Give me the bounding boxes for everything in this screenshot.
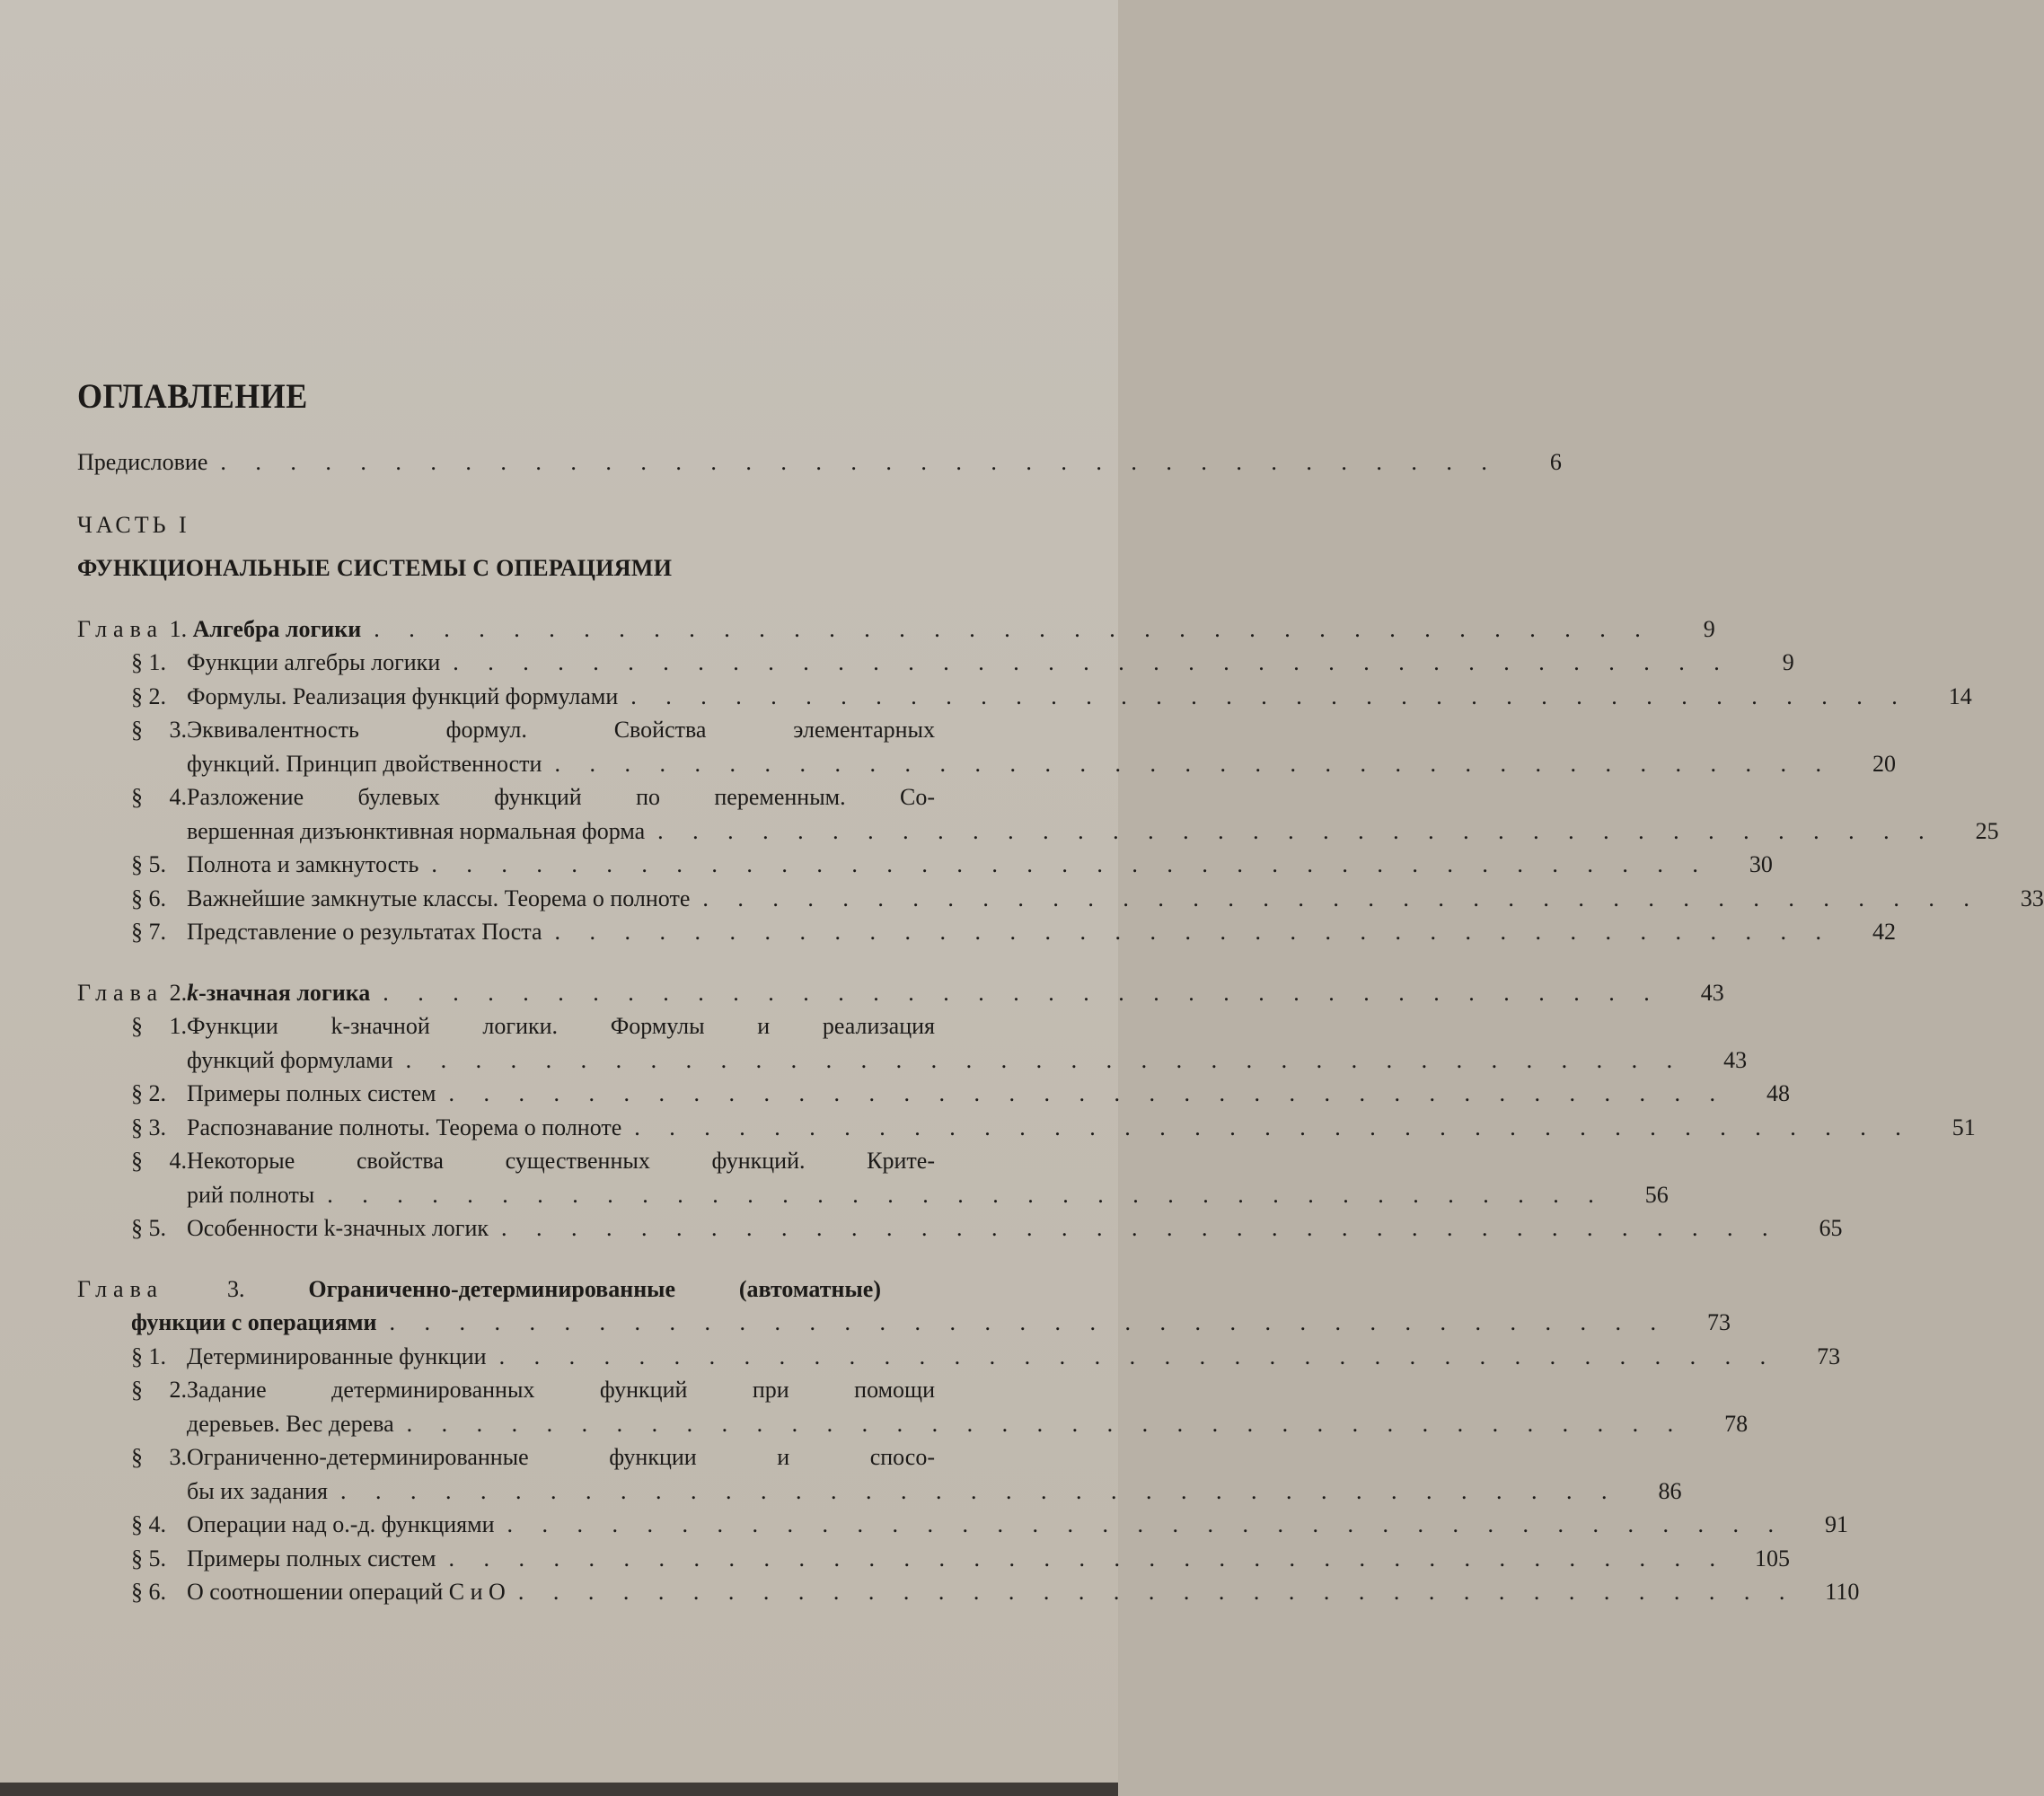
toc-section	[77, 848, 1773, 882]
page-number: 25	[1975, 817, 1999, 844]
toc-section	[77, 1111, 1976, 1145]
section-title: Детерминированные функции	[187, 1343, 487, 1369]
section-number: § 1.	[131, 1343, 166, 1369]
toc-chapter-3	[77, 1272, 966, 1307]
section-title: Особенности k-значных логик	[187, 1215, 489, 1241]
section-number: § 4.	[131, 1148, 187, 1174]
part-title: ФУНКЦИОНАЛЬНЫЕ СИСТЕМЫ С ОПЕРАЦИЯМИ	[77, 554, 673, 581]
chapter-title: Алгебра логики	[192, 615, 362, 642]
section-title-cont: рий полноты	[187, 1181, 315, 1208]
dot-leader: . . . . . . . . . . . . . . . . . . . . . . . . . . . . . . . . . . . . .	[517, 1579, 1797, 1605]
section-number: § 3.	[131, 717, 187, 743]
toc-section	[77, 1508, 1848, 1542]
section-title: Распознавание полноты. Теорема о полноте	[187, 1114, 622, 1140]
toc-section	[77, 780, 966, 814]
toc-chapter-1	[77, 612, 1715, 647]
page-number: 105	[1754, 1545, 1790, 1572]
dot-leader: . . . . . . . . . . . . . . . . . . . . . . . . . . . . . . . . . . . . .	[220, 449, 1499, 475]
section-title-cont: деревьев. Вес дерева	[187, 1410, 394, 1437]
toc-section	[77, 1211, 1843, 1246]
dot-leader: . . . . . . . . . . . . . . . . . . . . . . . . . . . . . . . . . . . . .	[657, 817, 1936, 844]
section-title: Разложение булевых функций по переменным. Со-	[187, 784, 935, 810]
toc-section	[77, 1373, 966, 1407]
page-number: 56	[1644, 1181, 1669, 1208]
dot-leader: . . . . . . . . . . . . . . . . . . . . . . . . . . . . . . . . . . . . .	[554, 750, 1833, 777]
toc-section	[77, 1009, 966, 1043]
chapter-title: -значная логика	[198, 979, 371, 1006]
dot-leader: . . . . . . . . . . . . . . . . . . . . . . . . . . . . . . . . . . . . .	[630, 682, 1909, 709]
section-title: Важнейшие замкнутые классы. Теорема о полноте	[187, 885, 691, 911]
section-title: Эквивалентность формул. Свойства элементарных	[187, 717, 935, 743]
page-number: 9	[1703, 615, 1715, 642]
dot-leader: . . . . . . . . . . . . . . . . . . . . . . . . . . . . . . . . . . . . .	[339, 1477, 1619, 1504]
section-number: § 6.	[131, 1579, 166, 1605]
toc-section	[77, 1542, 1790, 1576]
chapter-number: 3.	[226, 1275, 245, 1302]
section-title: Некоторые свойства существенных функций. Крите-	[187, 1148, 935, 1174]
section-number: § 2.	[131, 1377, 187, 1403]
dot-leader: . . . . . . . . . . . . . . . . . . . . . . . . . . . . . . . . . . . . .	[702, 885, 1981, 911]
dot-leader: . . . . . . . . . . . . . . . . . . . . . . . . . . . . . . . . . . . . .	[406, 1410, 1686, 1437]
section-title-cont: функций. Принцип двойственности	[187, 750, 542, 777]
dot-leader: . . . . . . . . . . . . . . . . . . . . . . . . . . . . . . . . . . . . .	[448, 1080, 1727, 1106]
toc-section	[77, 915, 1897, 949]
chapter-prefix: Глава	[77, 979, 164, 1006]
page-edge-shadow	[0, 1783, 1118, 1796]
chapter-number: 1.	[169, 615, 188, 642]
section-number: § 7.	[131, 919, 166, 945]
page-number: 51	[1951, 1114, 1976, 1140]
section-title: Ограниченно-детерминированные функции и спосо-	[187, 1444, 935, 1470]
chapter-prefix: Глава	[77, 1275, 164, 1302]
toc-section	[77, 882, 2044, 916]
chapter-title-cont: функции с операциями	[131, 1309, 377, 1335]
section-title: Формулы. Реализация функций формулами	[187, 682, 619, 709]
chapter-prefix: Глава	[77, 615, 164, 642]
page-number: 110	[1825, 1579, 1860, 1605]
page-number: 91	[1824, 1511, 1848, 1537]
section-number: § 1.	[131, 1013, 187, 1039]
section-number: § 5.	[131, 1545, 166, 1572]
toc-section	[77, 646, 1794, 680]
dot-leader: . . . . . . . . . . . . . . . . . . . . . . . . . . . . . . . . . . . . .	[501, 1215, 1780, 1241]
entry-title: Предисловие	[77, 449, 208, 475]
section-number: § 4.	[131, 1511, 166, 1537]
page-number: 65	[1819, 1215, 1843, 1241]
toc-title: ОГЛАВЛЕНИЕ	[77, 376, 308, 416]
dot-leader: . . . . . . . . . . . . . . . . . . . . . . . . . . . . . . . . . . . . .	[498, 1343, 1778, 1369]
section-title-cont: функций формулами	[187, 1046, 393, 1073]
section-title: Функции алгебры логики	[187, 649, 441, 675]
dot-leader: . . . . . . . . . . . . . . . . . . . . . . . . . . . . . . . . . . . . .	[453, 649, 1731, 675]
section-title: Функции k-значной логики. Формулы и реализация	[187, 1013, 935, 1039]
page-number: 42	[1872, 919, 1897, 945]
toc-section-continuation	[77, 1043, 1748, 1078]
toc-section	[77, 1340, 1841, 1374]
section-title: Задание детерминированных функций при помощи	[187, 1377, 935, 1403]
toc-entry-preface	[77, 445, 1562, 480]
toc-section	[77, 713, 966, 747]
toc-section-continuation	[77, 747, 1896, 781]
section-title-cont: вершенная дизъюнктивная нормальная форма	[187, 817, 646, 844]
section-number: § 5.	[131, 1215, 166, 1241]
toc-chapter-2	[77, 976, 1724, 1010]
section-title-cont: бы их задания	[187, 1477, 328, 1504]
dot-leader: . . . . . . . . . . . . . . . . . . . . . . . . . . . . . . . . . . . . .	[327, 1181, 1606, 1208]
section-number: § 2.	[131, 1080, 166, 1106]
toc-section-continuation	[77, 1178, 1669, 1212]
page-number: 6	[1549, 449, 1562, 475]
chapter-number: 2.	[169, 979, 188, 1006]
toc-section-continuation	[77, 1407, 1749, 1441]
page-number: 73	[1706, 1309, 1731, 1335]
section-title: Полнота и замкнутость	[187, 851, 419, 877]
page-number: 43	[1723, 1046, 1748, 1073]
section-number: § 3.	[131, 1444, 187, 1470]
section-number: § 1.	[131, 649, 166, 675]
toc-section-continuation	[77, 814, 1999, 849]
chapter-title-variable: k	[187, 979, 199, 1006]
dot-leader: . . . . . . . . . . . . . . . . . . . . . . . . . . . . . . . . . . . . .	[389, 1309, 1668, 1335]
section-number: § 5.	[131, 851, 166, 877]
page-number: 14	[1948, 682, 1972, 709]
dot-leader: . . . . . . . . . . . . . . . . . . . . . . . . . . . . . . . . . . . . .	[405, 1046, 1685, 1073]
dot-leader: . . . . . . . . . . . . . . . . . . . . . . . . . . . . . . . . . . . . .	[374, 615, 1652, 642]
toc-section	[77, 1575, 1860, 1609]
section-title: Операции над о.-д. функциями	[187, 1511, 495, 1537]
dot-leader: . . . . . . . . . . . . . . . . . . . . . . . . . . . . . . . . . . . . .	[507, 1511, 1785, 1537]
toc-section	[77, 1077, 1790, 1111]
table-of-contents	[77, 376, 2044, 1609]
section-title: Примеры полных систем	[187, 1545, 436, 1572]
toc-section	[77, 1440, 966, 1475]
page-number: 33	[2020, 885, 2044, 911]
section-title: О соотношении операций C и O	[187, 1579, 506, 1605]
dot-leader: . . . . . . . . . . . . . . . . . . . . . . . . . . . . . . . . . . . . .	[431, 851, 1710, 877]
toc-section-continuation	[77, 1475, 1682, 1509]
page-number: 20	[1872, 750, 1896, 777]
section-title: Примеры полных систем	[187, 1080, 436, 1106]
section-number: § 2.	[131, 682, 166, 709]
toc-section	[77, 1144, 966, 1178]
page-number: 48	[1766, 1080, 1790, 1106]
section-number: § 3.	[131, 1114, 166, 1140]
page-number: 78	[1724, 1410, 1749, 1437]
dot-leader: . . . . . . . . . . . . . . . . . . . . . . . . . . . . . . . . . . . . .	[448, 1545, 1727, 1572]
toc-section	[77, 680, 1972, 714]
page-number: 30	[1749, 851, 1773, 877]
dot-leader: . . . . . . . . . . . . . . . . . . . . . . . . . . . . . . . . . . . . .	[383, 979, 1661, 1006]
part-label: ЧАСТЬ I	[77, 511, 190, 538]
section-title: Представление о результатах Поста	[187, 919, 542, 945]
page-number: 9	[1782, 649, 1794, 675]
section-number: § 4.	[131, 784, 187, 810]
dot-leader: . . . . . . . . . . . . . . . . . . . . . . . . . . . . . . . . . . . . .	[634, 1114, 1913, 1140]
page-number: 86	[1658, 1477, 1682, 1504]
chapter-title: Ограниченно-детерминированные (автоматные)	[308, 1275, 881, 1302]
dot-leader: . . . . . . . . . . . . . . . . . . . . . . . . . . . . . . . . . . . . .	[554, 919, 1834, 945]
section-number: § 6.	[131, 885, 166, 911]
page-number: 43	[1700, 979, 1724, 1006]
toc-chapter-3-continuation	[77, 1306, 1731, 1340]
page-number: 73	[1817, 1343, 1841, 1369]
